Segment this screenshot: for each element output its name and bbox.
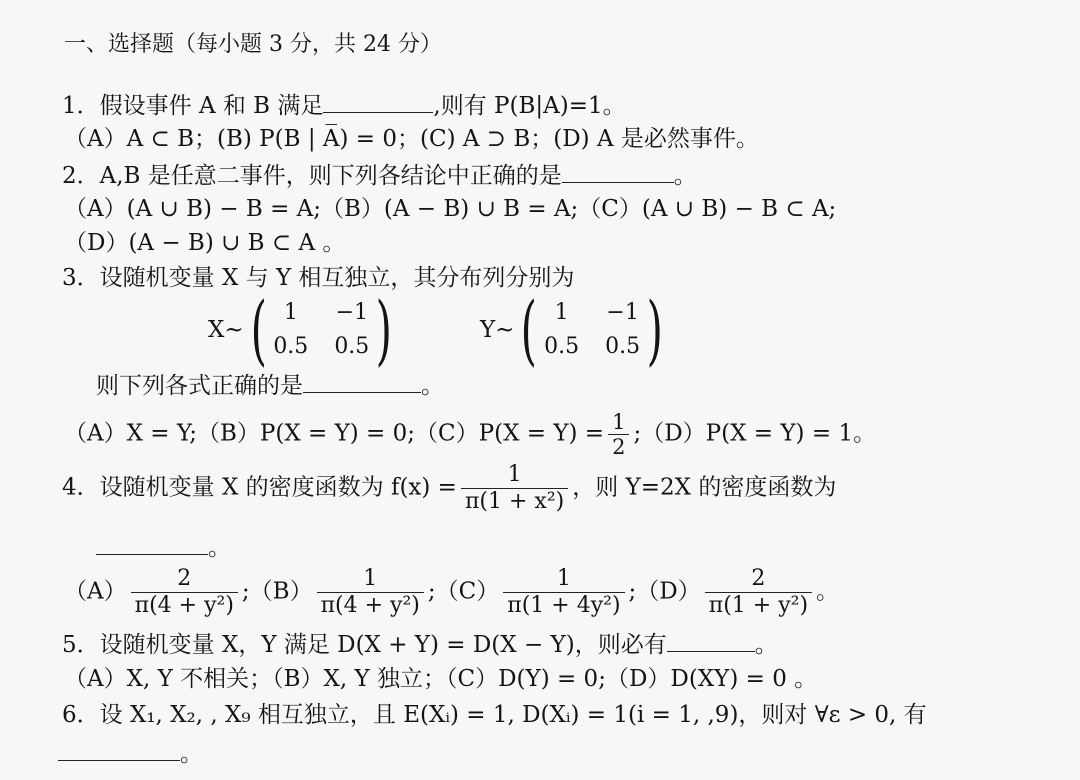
fraction-numerator: 1 <box>612 410 626 434</box>
q3-y-distribution: Y~ ( 1 −1 0.5 0.5 ) <box>480 285 664 374</box>
q1-stem-end: ,则有 P(B|A)=1。 <box>433 93 626 119</box>
q2-answer-blank[interactable] <box>562 160 674 183</box>
q3-half-fraction <box>608 410 629 459</box>
q4-stem-text: 4．设随机变量 X 的密度函数为 f(x) = <box>62 474 457 501</box>
q5-stem-text: 5．设随机变量 X，Y 满足 D(X + Y) = D(X − Y)，则必有 <box>62 632 667 658</box>
q1-options: （A）A ⊂ B；(B) P(B | A̅) = 0；(C) A ⊃ B；(D) A 是必然事件。 <box>64 126 759 152</box>
fraction-denominator: π(1 + y²) <box>705 592 812 619</box>
q3-options-text: （A）X = Y;（B）P(X = Y) = 0;（C）P(X = Y) = <box>64 420 605 447</box>
q4-option-c-label: ;（C） <box>427 578 500 605</box>
q3-prompt-end: 。 <box>421 373 444 399</box>
q5-options: （A）X, Y 不相关；（B）X, Y 独立；（C）D(Y) = 0;（D）D(XY) = 0 。 <box>64 666 818 692</box>
fraction-numerator: 1 <box>507 462 522 487</box>
q2-stem-text: 2．A,B 是任意二事件，则下列各结论中正确的是 <box>62 163 562 189</box>
q4-option-b-fraction <box>317 566 424 619</box>
fraction-denominator: 2 <box>608 434 629 459</box>
fraction-denominator: π(1 + x²) <box>461 488 568 515</box>
q4-options-end: 。 <box>816 578 840 605</box>
q3-x-matrix <box>273 298 369 362</box>
matrix-cell: −1 <box>606 300 639 325</box>
section-title: 一、选择题（每小题 3 分，共 24 分） <box>64 32 442 57</box>
q4-option-a-fraction <box>131 566 238 619</box>
q6-stem: 6．设 X₁, X₂, , X₉ 相互独立，且 E(Xᵢ) = 1, D(Xᵢ) = 1(i = 1, ,9)，则对 ∀ε > 0, 有 <box>62 702 927 728</box>
q1-stem <box>62 90 626 121</box>
q3-options <box>64 410 876 459</box>
fraction-numerator: 2 <box>177 566 192 591</box>
q3-answer-blank[interactable] <box>303 370 421 393</box>
fraction-denominator: π(4 + y²) <box>131 592 238 619</box>
q3-stem: 3．设随机变量 X 与 Y 相互独立，其分布列分别为 <box>62 265 575 291</box>
q4-option-d-label: ;（D） <box>628 578 701 605</box>
matrix-cell: 1 <box>283 300 298 325</box>
q2-stem <box>62 160 697 191</box>
fraction-numerator: 2 <box>751 566 766 591</box>
matrix-cell: 0.5 <box>605 334 641 359</box>
q1-answer-blank[interactable] <box>323 90 433 113</box>
q3-x-label: X~ <box>208 317 244 343</box>
matrix-cell: 0.5 <box>273 334 309 359</box>
q4-option-d-fraction <box>705 566 812 619</box>
q5-stem <box>62 629 778 660</box>
q1-stem-text: 1．假设事件 A 和 B 满足 <box>62 93 324 119</box>
q4-answer-blank[interactable] <box>96 532 208 555</box>
q6-answer-end: 。 <box>180 741 203 767</box>
q3-options-end: ;（D）P(X = Y) = 1。 <box>633 420 877 447</box>
fraction-denominator: π(1 + 4y²) <box>503 592 624 619</box>
fraction-denominator: π(4 + y²) <box>317 592 424 619</box>
q3-prompt-text: 则下列各式正确的是 <box>96 373 303 399</box>
q2-options-row1: （A）(A ∪ B) − B = A;（B）(A − B) ∪ B = A;（C）(A ∪ B) − B ⊂ A; <box>64 196 837 222</box>
q3-x-distribution: X~ ( 1 −1 0.5 0.5 ) <box>208 285 393 374</box>
q6-answer-line <box>58 738 203 769</box>
q4-option-a-label: （A） <box>64 578 127 605</box>
q4-option-c-fraction <box>503 566 624 619</box>
q6-answer-blank[interactable] <box>58 738 180 761</box>
q4-density-fraction <box>461 462 568 515</box>
matrix-cell: −1 <box>335 300 369 325</box>
q4-answer-line <box>96 532 231 563</box>
q2-options-row2: （D）(A − B) ∪ B ⊂ A 。 <box>64 230 346 256</box>
q4-options <box>64 566 839 619</box>
q2-stem-end: 。 <box>673 163 697 189</box>
matrix-cell: 0.5 <box>544 334 580 359</box>
matrix-cell: 1 <box>554 300 569 325</box>
matrix-cell: 0.5 <box>334 334 370 359</box>
q4-stem-end: ，则 Y=2X 的密度函数为 <box>572 474 837 501</box>
q4-option-b-label: ;（B） <box>241 578 313 605</box>
q3-prompt <box>96 370 444 401</box>
q4-answer-end: 。 <box>208 535 231 561</box>
fraction-numerator: 1 <box>556 566 571 591</box>
q5-stem-end: 。 <box>754 632 778 658</box>
fraction-numerator: 1 <box>363 566 378 591</box>
q3-y-label: Y~ <box>480 317 515 343</box>
q5-answer-blank[interactable] <box>667 629 755 652</box>
q4-stem <box>62 462 836 515</box>
q3-y-matrix <box>544 298 640 362</box>
